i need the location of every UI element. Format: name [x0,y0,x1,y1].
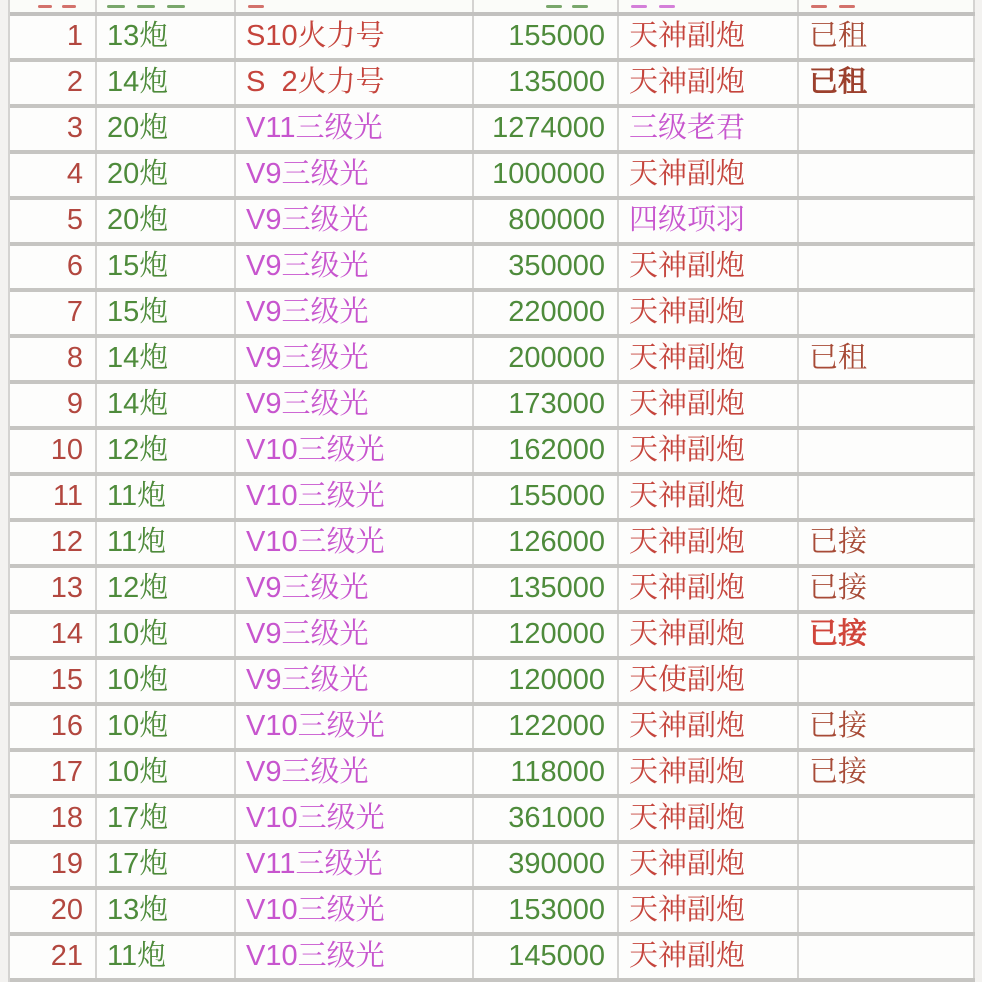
header-cell-status [799,0,975,12]
table-row [10,62,975,108]
cell-account-model: V10三级光 [236,798,474,840]
cell-index: 15 [10,660,97,702]
cell-price: 173000 [474,384,619,426]
cell-account-model: S10火力号 [236,16,474,58]
cell-price: 155000 [474,16,619,58]
cell-price: 220000 [474,292,619,334]
cell-account-model: V9三级光 [236,292,474,334]
cell-status: 已租 [799,16,975,58]
cell-index: 4 [10,154,97,196]
header-text-remnant [107,5,125,8]
header-cell-index [10,0,97,12]
cell-cannon-count: 10炮 [97,706,236,748]
table-body [10,16,975,982]
cell-status [799,108,975,150]
table-row [10,200,975,246]
cell-index: 19 [10,844,97,886]
table-row [10,890,975,936]
cell-account-model: V11三级光 [236,108,474,150]
cell-price: 350000 [474,246,619,288]
cell-status [799,476,975,518]
cell-price: 135000 [474,568,619,610]
cell-account-model: V10三级光 [236,430,474,472]
header-text-remnant [546,5,562,8]
header-text-remnant [839,5,855,8]
cell-cannon-count: 17炮 [97,798,236,840]
cell-price: 1274000 [474,108,619,150]
cell-account-model: V9三级光 [236,246,474,288]
cell-status: 已租 [799,338,975,380]
cell-index: 13 [10,568,97,610]
cell-price: 126000 [474,522,619,564]
table-row [10,614,975,660]
cell-account-model: V9三级光 [236,752,474,794]
cell-account-model: V9三级光 [236,338,474,380]
cell-sub-cannon: 天神副炮 [619,844,799,886]
cell-index: 17 [10,752,97,794]
cell-cannon-count: 14炮 [97,62,236,104]
cell-price: 153000 [474,890,619,932]
cell-price: 1000000 [474,154,619,196]
cell-sub-cannon: 天神副炮 [619,16,799,58]
cell-status [799,246,975,288]
cell-account-model: V9三级光 [236,200,474,242]
cell-price: 120000 [474,614,619,656]
cell-status [799,292,975,334]
cell-account-model: V9三级光 [236,568,474,610]
header-text-remnant [631,5,647,8]
cell-sub-cannon: 天神副炮 [619,568,799,610]
table-row [10,154,975,200]
cell-status: 已租 [799,62,975,104]
header-cell-price [474,0,619,12]
table-row [10,522,975,568]
cell-sub-cannon: 天神副炮 [619,798,799,840]
cell-price: 390000 [474,844,619,886]
cell-index: 18 [10,798,97,840]
cell-sub-cannon: 天神副炮 [619,890,799,932]
cell-price: 120000 [474,660,619,702]
cell-index: 7 [10,292,97,334]
cell-account-model: V9三级光 [236,384,474,426]
cell-index: 10 [10,430,97,472]
cell-price: 135000 [474,62,619,104]
table-row [10,338,975,384]
cell-cannon-count: 20炮 [97,200,236,242]
cell-account-model: V10三级光 [236,706,474,748]
cell-sub-cannon: 天神副炮 [619,752,799,794]
cell-sub-cannon: 天使副炮 [619,660,799,702]
cell-cannon-count: 15炮 [97,246,236,288]
cell-index: 6 [10,246,97,288]
cell-status: 已接 [799,706,975,748]
cell-sub-cannon: 天神副炮 [619,154,799,196]
cell-cannon-count: 11炮 [97,522,236,564]
price-table [8,0,975,982]
table-row [10,16,975,62]
table-row [10,798,975,844]
cell-index: 1 [10,16,97,58]
cell-cannon-count: 10炮 [97,660,236,702]
cell-index: 14 [10,614,97,656]
cell-status: 已接 [799,568,975,610]
cell-index: 2 [10,62,97,104]
header-text-remnant [62,5,76,8]
cell-price: 800000 [474,200,619,242]
cell-index: 8 [10,338,97,380]
header-text-remnant [659,5,675,8]
cell-status [799,936,975,978]
cell-sub-cannon: 天神副炮 [619,384,799,426]
cell-status [799,384,975,426]
cell-cannon-count: 12炮 [97,430,236,472]
cell-sub-cannon: 天神副炮 [619,936,799,978]
table-row [10,384,975,430]
cell-account-model: V10三级光 [236,936,474,978]
header-text-remnant [811,5,827,8]
cell-sub-cannon: 四级项羽 [619,200,799,242]
cell-index: 11 [10,476,97,518]
cell-index: 20 [10,890,97,932]
cell-account-model: V11三级光 [236,844,474,886]
cell-account-model: V10三级光 [236,522,474,564]
table-row [10,246,975,292]
cell-cannon-count: 10炮 [97,614,236,656]
header-text-remnant [572,5,588,8]
cell-price: 162000 [474,430,619,472]
cell-sub-cannon: 天神副炮 [619,430,799,472]
cell-sub-cannon: 三级老君 [619,108,799,150]
cell-status [799,844,975,886]
cell-index: 12 [10,522,97,564]
table-row [10,752,975,798]
header-text-remnant [167,5,185,8]
table-row [10,706,975,752]
cell-price: 145000 [474,936,619,978]
cell-sub-cannon: 天神副炮 [619,476,799,518]
cell-cannon-count: 13炮 [97,16,236,58]
cell-account-model: V9三级光 [236,614,474,656]
cell-account-model: V10三级光 [236,890,474,932]
table-row [10,108,975,154]
cell-price: 155000 [474,476,619,518]
cell-account-model: S 2火力号 [236,62,474,104]
cell-cannon-count: 11炮 [97,476,236,518]
table-row [10,936,975,982]
cell-status: 已接 [799,752,975,794]
cell-sub-cannon: 天神副炮 [619,706,799,748]
header-cell-account-model [236,0,474,12]
cell-index: 9 [10,384,97,426]
cell-status [799,200,975,242]
cell-index: 5 [10,200,97,242]
cell-sub-cannon: 天神副炮 [619,338,799,380]
cell-cannon-count: 17炮 [97,844,236,886]
table-row [10,844,975,890]
cell-cannon-count: 14炮 [97,384,236,426]
table-row [10,430,975,476]
cell-cannon-count: 20炮 [97,154,236,196]
cell-sub-cannon: 天神副炮 [619,246,799,288]
table-header-row [10,0,975,16]
cell-cannon-count: 14炮 [97,338,236,380]
cell-account-model: V10三级光 [236,476,474,518]
table-row [10,476,975,522]
cell-cannon-count: 15炮 [97,292,236,334]
header-text-remnant [38,5,52,8]
cell-price: 118000 [474,752,619,794]
cell-status [799,154,975,196]
cell-status [799,798,975,840]
cell-price: 200000 [474,338,619,380]
cell-price: 361000 [474,798,619,840]
header-cell-sub-cannon [619,0,799,12]
cell-status: 已接 [799,614,975,656]
cell-sub-cannon: 天神副炮 [619,614,799,656]
table-row [10,568,975,614]
cell-cannon-count: 10炮 [97,752,236,794]
cell-index: 3 [10,108,97,150]
cell-sub-cannon: 天神副炮 [619,292,799,334]
cell-status [799,890,975,932]
header-cell-cannon-count [97,0,236,12]
cell-cannon-count: 11炮 [97,936,236,978]
cell-price: 122000 [474,706,619,748]
cell-sub-cannon: 天神副炮 [619,62,799,104]
cell-sub-cannon: 天神副炮 [619,522,799,564]
cell-account-model: V9三级光 [236,154,474,196]
table-row [10,292,975,338]
cell-status: 已接 [799,522,975,564]
table-row [10,660,975,706]
cell-cannon-count: 13炮 [97,890,236,932]
cell-status [799,430,975,472]
cell-index: 21 [10,936,97,978]
cell-index: 16 [10,706,97,748]
cell-status [799,660,975,702]
cell-cannon-count: 20炮 [97,108,236,150]
cell-account-model: V9三级光 [236,660,474,702]
header-text-remnant [137,5,155,8]
header-text-remnant [248,5,264,8]
cell-cannon-count: 12炮 [97,568,236,610]
